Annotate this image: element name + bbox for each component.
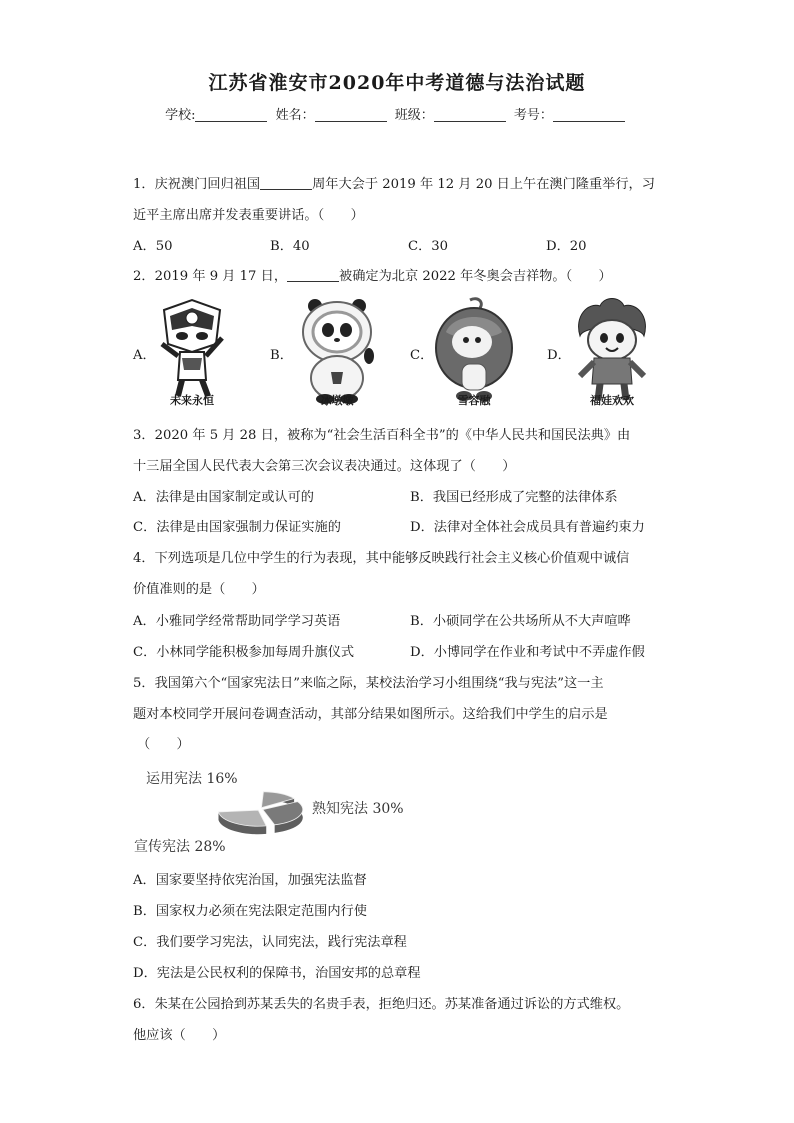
student-info-row	[0, 104, 794, 123]
class-label: 班级：	[394, 108, 434, 123]
question-5-stem-cont: 题对本校同学开展问卷调查活动，其部分结果如图所示。这给我们中学生的启示是	[133, 707, 608, 722]
q3-option-b: B．我国已经形成了完整的法律体系	[410, 490, 618, 505]
pie-label-promote-constitution: 宣传宪法 28%	[134, 839, 226, 855]
question-1-text-b: 周年大会于 2019 年 12 月 20 日上午在澳门隆重举行，习	[312, 177, 655, 192]
q2-option-d: D．	[547, 348, 571, 363]
q3-option-a: A．法律是由国家制定或认可的	[133, 490, 314, 505]
class-blank[interactable]	[434, 107, 506, 122]
question-4-stem-cont: 价值准则的是（ ）	[133, 582, 265, 597]
question-3-stem-cont: 十三届全国人民代表大会第三次会议表决通过。这体现了（ ）	[133, 459, 516, 474]
page-title: 江苏省淮安市2020年中考道德与法治试题	[208, 72, 586, 94]
school-blank[interactable]	[195, 107, 267, 122]
q2-option-a: A．	[133, 348, 156, 363]
q3-option-d: D．法律对全体社会成员具有普遍约束力	[410, 520, 645, 535]
q4-option-b: B．小硕同学在公共场所从不大声喧哗	[410, 614, 631, 629]
pie-label-apply-constitution: 运用宪法 16%	[146, 771, 238, 787]
mascot-fuwa-huanhuan-image	[570, 296, 654, 406]
question-2-text-a: 2．2019 年 9 月 17 日，	[133, 269, 288, 284]
mascot-shuey-rhon-rhon-image	[432, 296, 516, 406]
mascot-caption-c: 雪容融	[457, 394, 491, 407]
exam-number-blank[interactable]	[553, 107, 625, 122]
q5-option-c: C．我们要学习宪法，认同宪法，践行宪法章程	[133, 935, 407, 950]
q1-option-c: C．30	[408, 239, 449, 254]
mascot-bing-dwen-dwen-image	[295, 296, 379, 406]
answer-blank	[287, 268, 339, 282]
school-label: 学校:	[165, 108, 196, 123]
question-2-stem	[133, 265, 612, 284]
q5-option-b: B．国家权力必须在宪法限定范围内行使	[133, 904, 367, 919]
q1-option-b: B．40	[270, 239, 310, 254]
q1-option-a: A．50	[133, 239, 173, 254]
question-1-stem	[133, 173, 655, 192]
mascot-miraitowa-image	[150, 296, 234, 406]
answer-blank	[260, 176, 312, 190]
name-label: 姓名：	[275, 108, 315, 123]
mascot-caption-a: 未来永恒	[170, 394, 214, 407]
q4-option-c: C．小林同学能积极参加每周升旗仪式	[133, 645, 355, 660]
exam-number-label: 考号：	[513, 108, 553, 123]
question-1-stem-cont: 近平主席出席并发表重要讲话。（ ）	[133, 208, 364, 223]
q5-option-d: D．宪法是公民权利的保障书，治国安邦的总章程	[133, 966, 421, 981]
q2-option-b: B．	[270, 348, 293, 363]
q5-option-a: A．国家要坚持依宪治国，加强宪法监督	[133, 873, 367, 888]
pie-label-know-constitution: 熟知宪法 30%	[312, 801, 404, 817]
question-5-stem-paren: （ ）	[137, 737, 190, 752]
question-6-stem-cont: 他应该（ ）	[133, 1028, 226, 1043]
question-3-stem: 3．2020 年 5 月 28 日，被称为“社会生活百科全书”的《中华人民共和国民法典》由	[133, 428, 631, 443]
q3-option-c: C．法律是由国家强制力保证实施的	[133, 520, 341, 535]
question-4-stem: 4．下列选项是几位中学生的行为表现，其中能够反映践行社会主义核心价值观中诚信	[133, 551, 630, 566]
q4-option-d: D．小博同学在作业和考试中不弄虚作假	[410, 645, 645, 660]
mascot-caption-b: 冰墩墩	[320, 394, 354, 407]
question-2-text-b: 被确定为北京 2022 年冬奥会吉祥物。（ ）	[339, 269, 612, 284]
q2-option-c: C．	[410, 348, 434, 363]
question-5-stem: 5．我国第六个“国家宪法日”来临之际，某校法治学习小组围绕“我与宪法”这一主	[133, 676, 604, 691]
question-6-stem: 6．朱某在公园拾到苏某丢失的名贵手表，拒绝归还。苏某准备通过诉讼的方式维权。	[133, 997, 630, 1012]
question-1-text-a: 1．庆祝澳门回归祖国	[133, 177, 261, 192]
name-blank[interactable]	[315, 107, 387, 122]
survey-pie-chart	[210, 783, 310, 843]
q1-option-d: D．20	[546, 239, 587, 254]
q4-option-a: A．小雅同学经常帮助同学学习英语	[133, 614, 341, 629]
mascot-caption-d: 福娃欢欢	[590, 394, 634, 407]
